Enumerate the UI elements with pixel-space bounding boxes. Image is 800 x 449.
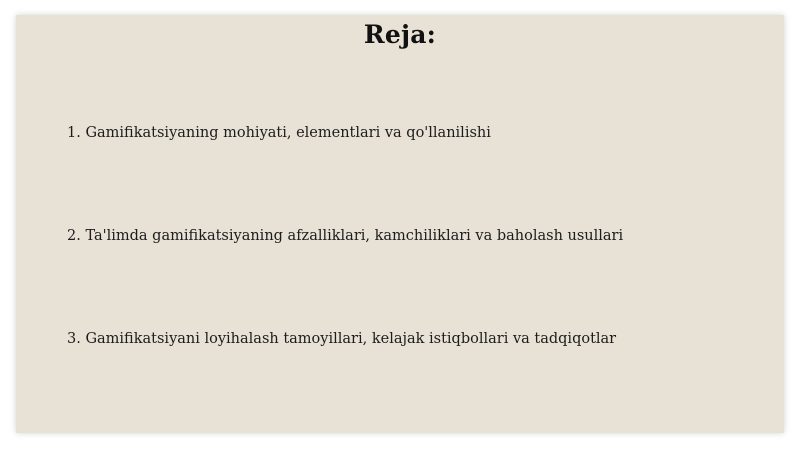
plan-item-1: 1. Gamifikatsiyaning mohiyati, elementlari va qo'llanilishi: [67, 125, 491, 141]
plan-item-3: 3. Gamifikatsiyani loyihalash tamoyillari, kelajak istiqbollari va tadqiqotlar: [67, 331, 617, 347]
slide: [16, 15, 784, 433]
slide-title: Reja:: [363, 20, 437, 49]
plan-item-2: 2. Ta'limda gamifikatsiyaning afzalliklari, kamchiliklari va baholash usullari: [67, 228, 624, 244]
